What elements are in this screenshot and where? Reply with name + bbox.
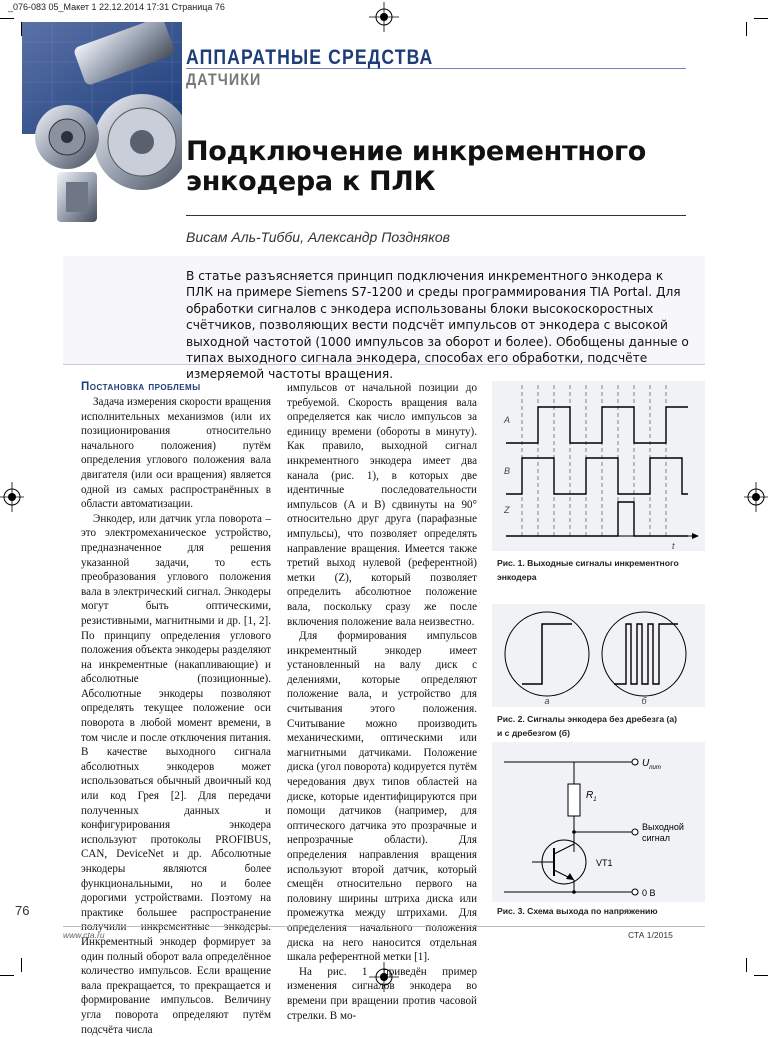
signal-z-label: Z <box>504 505 510 515</box>
figure-3-voltage-output-schematic <box>492 742 705 902</box>
paragraph: На рис. 1 приведён пример изменения сигналов энкодера во времени при вращении против часовой стрелки. В мо- <box>287 965 477 1022</box>
paragraph: Для формирования импульсов инкрементный энкодер имеет установленный на валу диск с делениями, которые определяют положение вала, и устройство для считывания этого положения. Считывание можно производить механическими, оптическими или магнитными датчиками. Положение диска (угол поворота) кодируется путём чередования двух типов областей на диске, которые идентифицируются при помощи датчиков (например, для оптического датчика это прозрачные и непрозрачные области). Для определения направления вращения используют второй датчик, который смещён относительно первого на половину ширины штриха диска или промежутка между штрихами. Для определения начального положения диска на него наносится отдельная шкала референтной метки [1]. <box>287 630 477 964</box>
footer-site: www.cta.ru <box>63 930 105 940</box>
title-rule <box>186 215 686 216</box>
figure-2-caption: Рис. 2. Сигналы энкодера без дребезга (а) и с дребезгом (б) <box>497 714 677 738</box>
crop-mark <box>21 958 22 972</box>
ground-label: 0 В <box>642 888 656 898</box>
label-b: б <box>641 696 647 706</box>
figure-2-bounce-diagram <box>492 604 705 707</box>
resistor-label: $R_1$ <box>586 790 597 803</box>
section-title: АППАРАТНЫЕ СРЕДСТВА <box>186 46 434 69</box>
crop-mark <box>754 18 768 19</box>
article-title-line1: Подключение инкрементного <box>186 136 647 167</box>
paragraph: импульсов от начальной позиции до требуемой. Скорость вращения вала определяется как число импульсов за единицу времени (обороты в минуту). Как правило, выходной сигнал инкрементного энкодера имеет два канала (рис. 1), в которых две идентичные последовательности импульсов (A и B) сдвинуты на 90° относительно друг друга (парафазные импульсы), что позволяет определять направление вращения. Имеется также третий выход нулевой (референтной) метки (Z), который позволяет определить абсолютное положение вала, поскольку сразу же после включения положение вала неизвестно. <box>287 382 477 628</box>
article-title-line2: энкодера к ПЛК <box>186 166 436 197</box>
time-axis-label: t <box>672 541 675 551</box>
page-number: 76 <box>15 903 30 918</box>
encoder-illustration <box>22 22 182 232</box>
label-a: а <box>544 696 550 706</box>
print-slug: _076-083 05_Макет 1 22.12.2014 17:31 Страница 76 <box>8 2 225 12</box>
crop-mark <box>0 18 14 19</box>
output-label-2: сигнал <box>642 833 671 843</box>
crop-mark <box>0 975 14 976</box>
supply-label: $U_{пит}$ <box>642 758 661 771</box>
paragraph: Задача измерения скорости вращения исполнительных механизмов (или их позиционирования относительно начального положения) путём определения углового положения вала двигателя (или оси вращения) является одной из самых распространённых в области автоматизации. <box>81 396 271 511</box>
footer-rule <box>63 926 705 927</box>
registration-mark-left <box>0 482 24 512</box>
footer-journal: СТА 1/2015 <box>628 930 673 940</box>
section-subtitle: ДАТЧИКИ <box>186 70 262 89</box>
signal-z-trace <box>506 502 688 536</box>
registration-mark-top <box>369 2 399 32</box>
registration-mark-right <box>744 482 768 512</box>
body-column-2 <box>287 381 477 1023</box>
crop-mark <box>746 22 747 36</box>
signal-with-bounce <box>614 624 678 684</box>
abstract-text: В статье разъясняется принцип подключения инкрементного энкодера к ПЛК на примере Siemens S7-1200 и среды программирования TIA Portal. Для обработки сигналов с энкодера использованы блоки высокоскоростных счётчиков, позволяющих вести подсчёт импульсов от энкодера с высокой выходной частотой (1000 импульсов за оборот и более). Обобщены данные о типах выходного сигнала энкодера, способах его обработки, подсчёте измеряемой частоты вращения. <box>186 269 689 382</box>
signal-a-label: A <box>504 415 511 425</box>
crop-mark <box>746 958 747 972</box>
output-label-1: Выходной <box>642 822 684 832</box>
signal-a-trace <box>506 407 688 443</box>
body-column-1 <box>81 395 271 1037</box>
signal-b-label: B <box>504 466 511 476</box>
time-axis-arrow <box>692 533 699 539</box>
authors: Висам Аль-Тибби, Александр Поздняков <box>186 229 450 245</box>
section-heading: Постановка проблемы <box>81 381 201 393</box>
crop-mark <box>754 975 768 976</box>
figure-3-caption: Рис. 3. Схема выхода по напряжению <box>497 906 658 916</box>
article-title <box>186 137 726 197</box>
figure-1-timing-diagram <box>492 381 705 551</box>
transistor-label: VT1 <box>596 858 613 868</box>
figure-1-caption: Рис. 1. Выходные сигналы инкрементного энкодера <box>497 558 679 582</box>
paragraph: Энкодер, или датчик угла поворота – это электромеханическое устройство, предназначенное для решения указанной задачи, то есть преобразования углового положения вала в электрический сигнал. Энкодеры могут быть оптическими, резистивными, магнитными и др. [1, 2]. По принципу определения углового положения объекта энкодеры разделяют на инкрементные (накапливающие) и абсолютные (позиционные). Абсолютные энкодеры позволяют определять текущее положение оси поворота в любой момент времени, в том числе и после отключения питания. В качестве выходного сигнала абсолютных энкодеров может использоваться обычный двоичный код или код Грея [2]. Для передачи полученных данных и конфигурирования энкодера используют протоколы PROFIBUS, CAN, DeviceNet и др. Абсолютные энкодеры являются более функциональными, но и более дорогими устройствами. Поэтому на практике большее распространение получили инкрементные энкодеры. Инкрементный энкодер формирует за один полный оборот вала определённое количество импульсов. Если вращение вала прекращается, то прекращается и формирование импульсов. Величину угла поворота определяют путём подсчёта числа <box>81 512 271 1036</box>
signal-b-trace <box>506 458 688 494</box>
resistor-r1 <box>568 784 580 816</box>
signal-without-bounce <box>522 624 572 684</box>
